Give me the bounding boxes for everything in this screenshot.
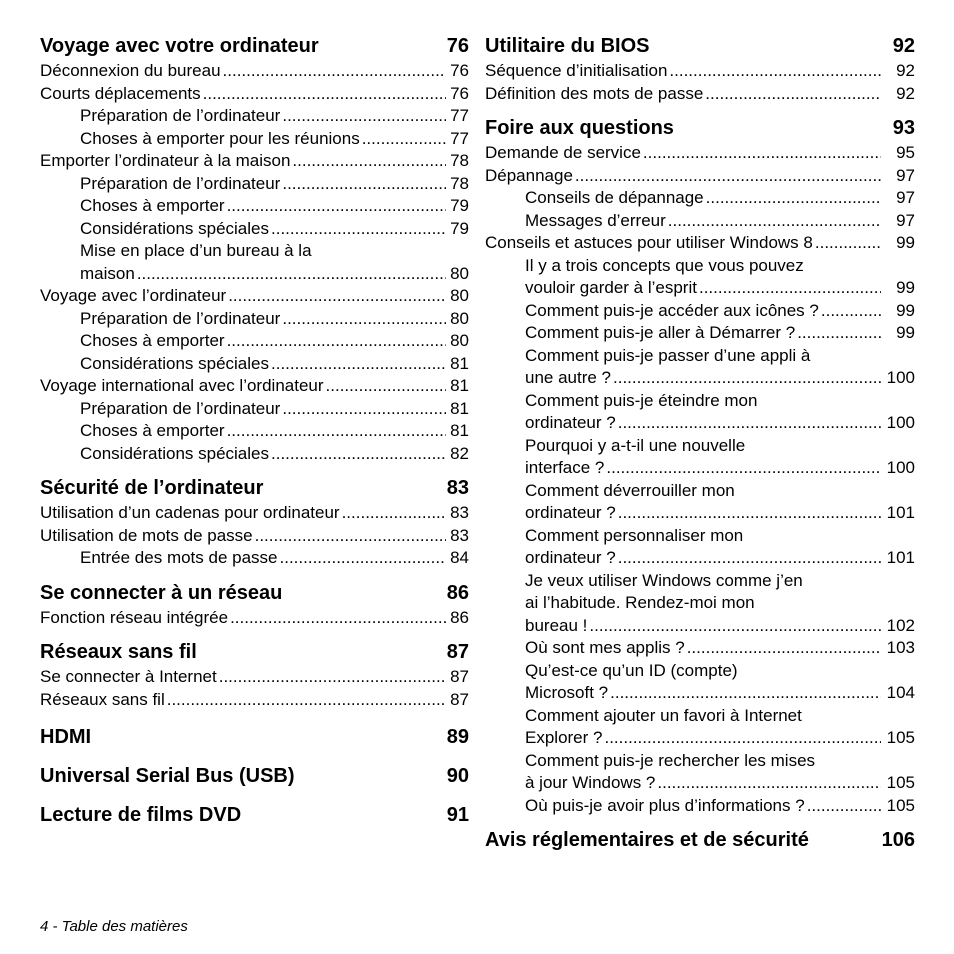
entry-title: à jour Windows ?: [525, 773, 656, 792]
entry-page: 81: [450, 376, 469, 395]
entry-title: Voyage avec l’ordinateur: [40, 286, 227, 305]
section-page: 92: [892, 35, 915, 57]
entry-title-line[interactable]: Comment puis-je éteindre mon: [525, 390, 758, 410]
section-title: Foire aux questions: [485, 117, 674, 139]
entry-page: 99: [896, 278, 915, 297]
toc-section-heading[interactable]: [40, 580, 469, 606]
section-page: 90: [446, 765, 469, 787]
entry-title-line[interactable]: Comment puis-je passer d’une appli à: [525, 345, 811, 365]
entry-page: 80: [450, 331, 469, 350]
entry-page: 86: [450, 607, 469, 627]
entry-title: Choses à emporter: [80, 196, 225, 215]
entry-title: maison: [80, 263, 135, 283]
entry-title: Préparation de l’ordinateur: [80, 398, 281, 418]
toc-entry[interactable]: [485, 60, 915, 83]
toc-section-heading[interactable]: [485, 827, 915, 853]
toc-entry[interactable]: [40, 666, 469, 689]
entry-title: Définition des mots de passe: [485, 83, 704, 103]
toc-right-column: [485, 33, 915, 853]
section-page: 106: [881, 829, 915, 851]
toc-entry[interactable]: [485, 142, 915, 165]
toc-subentry[interactable]: [485, 300, 915, 323]
toc-entry[interactable]: [40, 150, 469, 173]
toc-subentry[interactable]: [40, 105, 469, 128]
entry-title: ordinateur ?: [525, 503, 616, 522]
entry-page: 100: [886, 413, 915, 432]
entry-title: bureau !: [525, 615, 588, 635]
entry-title: Courts déplacements: [40, 83, 201, 103]
entry-page: 105: [886, 728, 915, 747]
entry-page: 99: [896, 233, 915, 252]
section-title: Réseaux sans fil: [40, 641, 197, 663]
toc-subentry[interactable]: [40, 195, 469, 218]
entry-title-line[interactable]: Comment puis-je rechercher les mises: [525, 750, 816, 770]
entry-title: Considérations spéciales: [80, 218, 269, 238]
entry-title: Comment puis-je aller à Démarrer ?: [525, 323, 796, 342]
page-footer: 4 - Table des matières: [40, 918, 188, 935]
section-title: HDMI: [40, 726, 92, 748]
toc-subentry[interactable]: [40, 420, 469, 443]
entry-title: Déconnexion du bureau: [40, 61, 221, 80]
entry-page: 78: [450, 151, 469, 170]
entry-title-line[interactable]: Je veux utiliser Windows comme j’en: [525, 570, 803, 590]
entry-page: 79: [450, 196, 469, 215]
toc-subentry[interactable]: [485, 502, 915, 525]
toc-entry[interactable]: [40, 525, 469, 548]
toc-subentry[interactable]: [485, 457, 915, 480]
section-title: Utilitaire du BIOS: [485, 35, 650, 57]
entry-title-line[interactable]: ai l’habitude. Rendez-moi mon: [525, 593, 755, 612]
section-title: Se connecter à un réseau: [40, 581, 283, 604]
toc-subentry[interactable]: [40, 547, 469, 570]
entry-title: ordinateur ?: [525, 548, 616, 567]
toc-entry[interactable]: [40, 83, 469, 106]
entry-page: 105: [886, 773, 915, 792]
section-title: Voyage avec votre ordinateur: [40, 35, 319, 57]
toc-subentry[interactable]: [485, 615, 915, 638]
section-title: Lecture de films DVD: [40, 804, 242, 826]
entry-page: 102: [886, 615, 915, 635]
entry-title: Dépannage: [485, 165, 573, 185]
entry-page: 76: [450, 61, 469, 80]
entry-page: 83: [450, 525, 469, 545]
section-page: 76: [446, 35, 469, 57]
entry-page: 80: [450, 286, 469, 305]
section-page: 91: [446, 804, 469, 826]
entry-page: 77: [450, 128, 469, 148]
entry-title: Explorer ?: [525, 728, 603, 747]
entry-title: Entrée des mots de passe: [80, 548, 278, 567]
toc-entry[interactable]: [485, 232, 915, 255]
toc-section-heading[interactable]: [485, 115, 915, 141]
section-page: 93: [892, 117, 915, 139]
entry-page: 99: [896, 323, 915, 342]
entry-page: 103: [886, 638, 915, 657]
entry-title: Choses à emporter pour les réunions: [80, 128, 360, 148]
entry-title: vouloir garder à l’esprit: [525, 278, 697, 297]
entry-page: 97: [896, 165, 915, 185]
entry-title: Choses à emporter: [80, 421, 225, 440]
toc-entry[interactable]: [40, 60, 469, 83]
entry-title: Conseils et astuces pour utiliser Windows 8: [485, 233, 813, 252]
section-title: Sécurité de l’ordinateur: [40, 477, 264, 499]
section-page: 83: [446, 477, 469, 499]
entry-title: Préparation de l’ordinateur: [80, 173, 281, 193]
toc-section-heading[interactable]: [40, 639, 469, 665]
toc-entry[interactable]: [40, 689, 469, 712]
entry-title: Séquence d’initialisation: [485, 61, 668, 80]
entry-page: 84: [450, 548, 469, 567]
toc-subentry[interactable]: [485, 772, 915, 795]
entry-page: 100: [886, 458, 915, 477]
entry-title-line[interactable]: Pourquoi y a-t-il une nouvelle: [525, 435, 746, 455]
toc-entry[interactable]: [40, 607, 469, 630]
section-page: 89: [446, 726, 469, 748]
entry-page: 81: [450, 398, 469, 418]
toc-subentry[interactable]: [485, 322, 915, 345]
toc-left-column: [40, 33, 469, 828]
entry-title: Conseils de dépannage: [525, 188, 704, 207]
toc-entry[interactable]: [485, 165, 915, 188]
entry-title: une autre ?: [525, 368, 612, 387]
toc-subentry[interactable]: [485, 277, 915, 300]
toc-section-heading[interactable]: [40, 475, 469, 501]
entry-title: Se connecter à Internet: [40, 667, 217, 686]
toc-entry[interactable]: [40, 285, 469, 308]
entry-title: Utilisation d’un cadenas pour ordinateur: [40, 503, 340, 522]
entry-title: Fonction réseau intégrée: [40, 607, 229, 627]
toc-subentry[interactable]: [485, 367, 915, 390]
entry-title-line[interactable]: Comment ajouter un favori à Internet: [525, 705, 802, 725]
entry-page: 82: [450, 443, 469, 463]
section-page: 86: [446, 581, 469, 604]
entry-page: 81: [450, 421, 469, 440]
toc-subentry[interactable]: [40, 308, 469, 331]
entry-title: ordinateur ?: [525, 413, 616, 432]
entry-title: Où sont mes applis ?: [525, 638, 685, 657]
toc-section-heading[interactable]: [485, 33, 915, 59]
toc-subentry[interactable]: [485, 727, 915, 750]
entry-page: 87: [450, 667, 469, 686]
section-page: 87: [446, 641, 469, 663]
toc-subentry[interactable]: [40, 353, 469, 376]
toc-section-heading[interactable]: [40, 802, 469, 828]
toc-subentry[interactable]: [485, 210, 915, 233]
toc-subentry[interactable]: [40, 443, 469, 466]
entry-page: 101: [886, 503, 915, 522]
toc-entry[interactable]: [485, 83, 915, 106]
toc-subentry[interactable]: [40, 173, 469, 196]
entry-page: 81: [450, 353, 469, 373]
toc-entry[interactable]: [40, 375, 469, 398]
entry-title: Préparation de l’ordinateur: [80, 308, 281, 328]
entry-page: 79: [450, 218, 469, 238]
entry-title-line[interactable]: Comment déverrouiller mon: [525, 480, 735, 500]
entry-page: 95: [896, 143, 915, 162]
entry-page: 99: [896, 300, 915, 320]
entry-title: Voyage international avec l’ordinateur: [40, 376, 324, 395]
entry-title: Où puis-je avoir plus d’informations ?: [525, 795, 805, 815]
entry-title: Considérations spéciales: [80, 443, 269, 463]
toc-subentry[interactable]: [485, 187, 915, 210]
entry-title: Considérations spéciales: [80, 353, 269, 373]
entry-page: 92: [896, 61, 915, 80]
toc-subentry[interactable]: [485, 795, 915, 818]
section-title: Avis réglementaires et de sécurité: [485, 829, 809, 851]
toc-subentry[interactable]: [40, 398, 469, 421]
entry-page: 92: [896, 83, 915, 103]
toc-subentry[interactable]: [40, 263, 469, 286]
entry-title-line[interactable]: Comment personnaliser mon: [525, 525, 744, 545]
entry-title-line[interactable]: Mise en place d’un bureau à la: [80, 241, 312, 260]
toc-section-heading[interactable]: [40, 724, 469, 750]
entry-title: Réseaux sans fil: [40, 689, 165, 709]
entry-title: Comment puis-je accéder aux icônes ?: [525, 300, 819, 320]
entry-title: Utilisation de mots de passe: [40, 525, 253, 545]
entry-page: 80: [450, 308, 469, 328]
entry-page: 78: [450, 173, 469, 193]
entry-title: Préparation de l’ordinateur: [80, 106, 281, 125]
entry-title: Emporter l’ordinateur à la maison: [40, 151, 291, 170]
entry-page: 76: [450, 83, 469, 103]
entry-title: Choses à emporter: [80, 331, 225, 350]
toc-subentry[interactable]: [40, 218, 469, 241]
entry-page: 83: [450, 503, 469, 522]
toc-subentry[interactable]: [40, 128, 469, 151]
toc-entry[interactable]: [40, 502, 469, 525]
entry-title: Microsoft ?: [525, 683, 609, 702]
toc-subentry[interactable]: [40, 330, 469, 353]
entry-page: 105: [886, 795, 915, 815]
toc-subentry[interactable]: [485, 412, 915, 435]
entry-page: 97: [896, 210, 915, 230]
toc-subentry[interactable]: [485, 682, 915, 705]
entry-page: 97: [896, 188, 915, 207]
entry-title: Demande de service: [485, 143, 641, 162]
entry-title: Messages d’erreur: [525, 210, 666, 230]
entry-page: 100: [886, 368, 915, 387]
toc-section-heading[interactable]: [40, 33, 469, 59]
entry-page: 104: [886, 683, 915, 702]
toc-section-heading[interactable]: [40, 763, 469, 789]
entry-title: interface ?: [525, 458, 605, 477]
entry-title-line[interactable]: Il y a trois concepts que vous pouvez: [525, 255, 804, 275]
toc-subentry[interactable]: [485, 637, 915, 660]
entry-page: 80: [450, 263, 469, 283]
entry-page: 101: [886, 548, 915, 567]
toc-subentry[interactable]: [485, 547, 915, 570]
entry-page: 77: [450, 106, 469, 125]
entry-page: 87: [450, 689, 469, 709]
section-title: Universal Serial Bus (USB): [40, 765, 295, 787]
entry-title-line[interactable]: Qu’est-ce qu’un ID (compte): [525, 660, 738, 680]
